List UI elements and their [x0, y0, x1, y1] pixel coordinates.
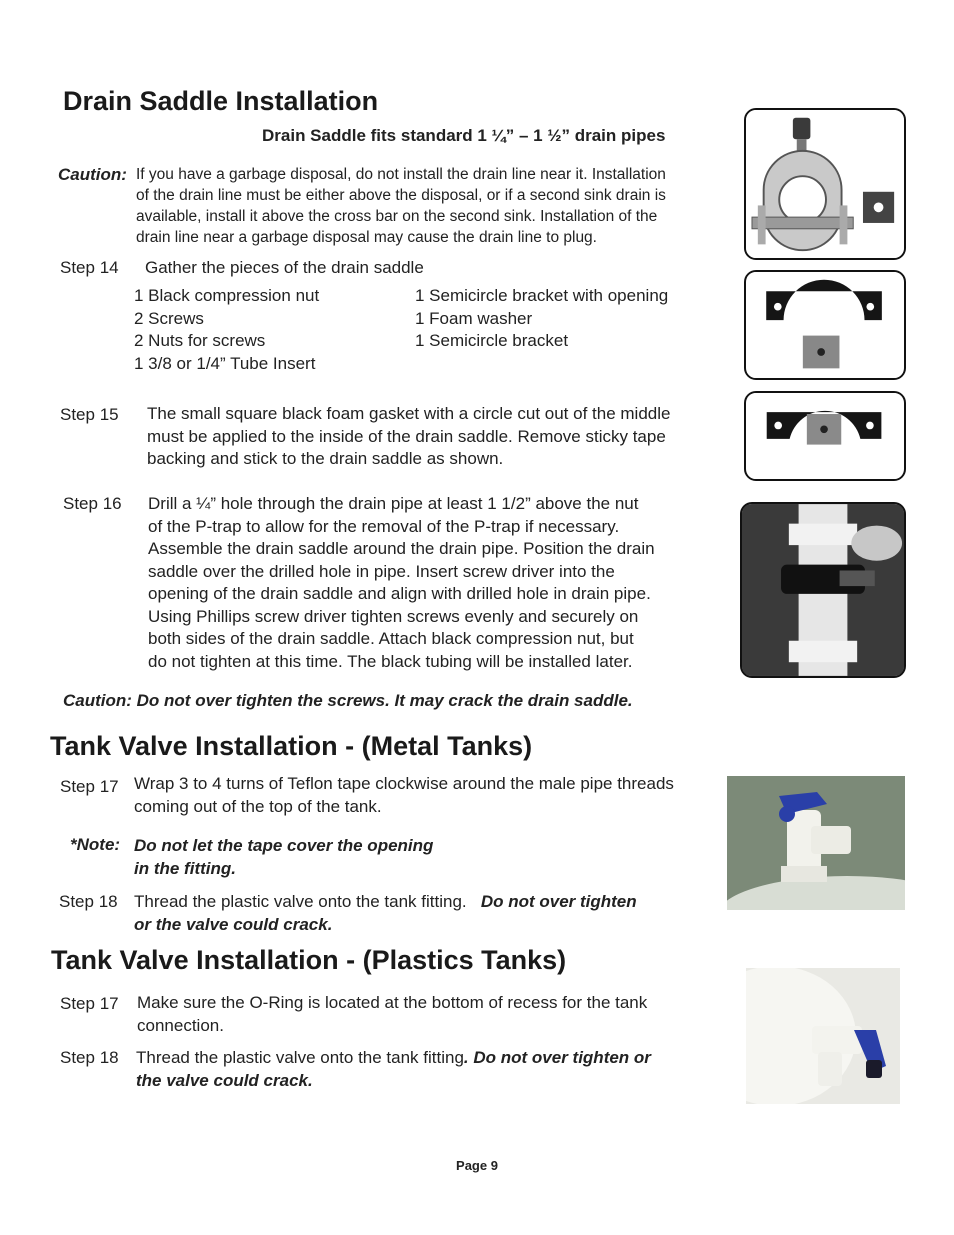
text-line: connection.: [137, 1015, 224, 1035]
step14-text: Gather the pieces of the drain saddle: [145, 258, 424, 277]
caution-line: of the drain line must be either above the disposal, or if a second sink drain is: [136, 187, 666, 204]
list-item: 1 Foam washer: [415, 308, 533, 328]
note-text: [134, 835, 433, 880]
plastic-step17-text: [137, 992, 712, 1037]
bracket-illustration: [746, 272, 904, 378]
step15-label: Step 15: [60, 405, 119, 424]
text-line: must be applied to the inside of the drain saddle. Remove sticky tape: [147, 426, 666, 446]
text-line: backing and stick to the drain saddle as shown.: [147, 449, 504, 468]
caution-label: Caution:: [58, 165, 127, 184]
list-item: 2 Screws: [134, 308, 204, 328]
saddle-on-pipe-illustration: [742, 504, 904, 676]
photo-metal-tank-valve: [727, 776, 905, 910]
section-title-metal-tanks: Tank Valve Installation - (Metal Tanks): [50, 731, 533, 761]
parts-list-right: [415, 285, 668, 353]
text-line: in the fitting.: [134, 858, 236, 878]
plastic-step17-label: Step 17: [60, 994, 119, 1013]
list-item: 1 Semicircle bracket: [415, 331, 569, 350]
bracket-gasket-illustration: [746, 393, 904, 479]
step15-text: [147, 403, 717, 471]
section-title-drain-saddle: Drain Saddle Installation: [63, 86, 379, 116]
caution-line: If you have a garbage disposal, do not install the drain line near it. Installation: [136, 166, 666, 183]
plastic-valve-illustration: [746, 968, 900, 1104]
caution-overtighten: Caution: Do not over tighten the screws. It may crack the drain saddle.: [63, 691, 633, 710]
caution-line: available, install it above the cross bar on the second sink. Installation of the: [136, 208, 658, 225]
step16-label: Step 16: [63, 494, 122, 513]
metal-step18-text: [134, 891, 704, 936]
step16-text: [148, 493, 696, 673]
caution-text: [136, 164, 736, 248]
emphasis: or the valve could crack.: [134, 914, 333, 934]
list-item: 1 Semicircle bracket with opening: [415, 286, 669, 305]
text-line: Wrap 3 to 4 turns of Teflon tape clockwise around the male pipe threads: [134, 774, 674, 793]
emphasis: . Do not over tighten or: [463, 1048, 651, 1067]
text-line: saddle over the drilled hole in pipe. Insert screw driver into the: [148, 561, 615, 581]
section-title-plastic-tanks: Tank Valve Installation - (Plastics Tanks): [51, 945, 567, 975]
photo-plastic-tank-valve: [746, 968, 900, 1104]
text-line: The small square black foam gasket with a circle cut out of the middle: [147, 404, 671, 423]
note-label: *Note:: [70, 835, 121, 854]
page-number: Page 9: [456, 1158, 498, 1173]
photo-saddle-parts: [744, 108, 906, 260]
text-run: Thread the plastic valve onto the tank fitting.: [134, 892, 467, 911]
parts-list-left: [134, 285, 319, 375]
text-line: do not tighten at this time. The black tubing will be installed later.: [148, 651, 633, 671]
metal-step17-label: Step 17: [60, 777, 119, 796]
text-line: Do not let the tape cover the opening: [134, 836, 434, 855]
plastic-step18-label: Step 18: [60, 1048, 119, 1067]
text-line: opening of the drain saddle and align with drilled hole in drain pipe.: [148, 584, 651, 603]
text-line: both sides of the drain saddle. Attach black compression nut, but: [148, 629, 634, 648]
drain-saddle-subtitle: Drain Saddle fits standard 1 ¼” – 1 ½” drain pipes: [262, 126, 666, 145]
emphasis: the valve could crack.: [136, 1070, 313, 1090]
metal-valve-illustration: [727, 776, 905, 910]
text-line: Using Phillips screw driver tighten screws evenly and securely on: [148, 606, 639, 626]
list-item: 1 Black compression nut: [134, 286, 320, 305]
text-line: of the P-trap to allow for the removal of the P-trap if necessary.: [148, 516, 620, 536]
text-line: Make sure the O-Ring is located at the bottom of recess for the tank: [137, 993, 648, 1012]
text-run: Thread the plastic valve onto the tank fitting: [136, 1048, 464, 1067]
metal-step18-label: Step 18: [59, 892, 118, 911]
photo-bracket-with-gasket: [744, 391, 906, 481]
emphasis: Do not over tighten: [480, 892, 637, 911]
caution-line: drain line near a garbage disposal may cause the drain line to plug.: [136, 229, 597, 246]
text-line: coming out of the top of the tank.: [134, 796, 382, 816]
metal-step17-text: [134, 773, 714, 818]
saddle-parts-illustration: [746, 110, 904, 258]
list-item: 1 3/8 or 1/4” Tube Insert: [134, 353, 316, 373]
plastic-step18-text: [136, 1047, 711, 1092]
step14-label: Step 14: [60, 258, 119, 277]
text-line: Drill a ¼” hole through the drain pipe at least 1 1/2” above the nut: [148, 494, 639, 513]
photo-saddle-on-pipe: [740, 502, 906, 678]
list-item: 2 Nuts for screws: [134, 331, 266, 350]
text-line: Assemble the drain saddle around the drain pipe. Position the drain: [148, 539, 655, 558]
photo-semicircle-bracket: [744, 270, 906, 380]
